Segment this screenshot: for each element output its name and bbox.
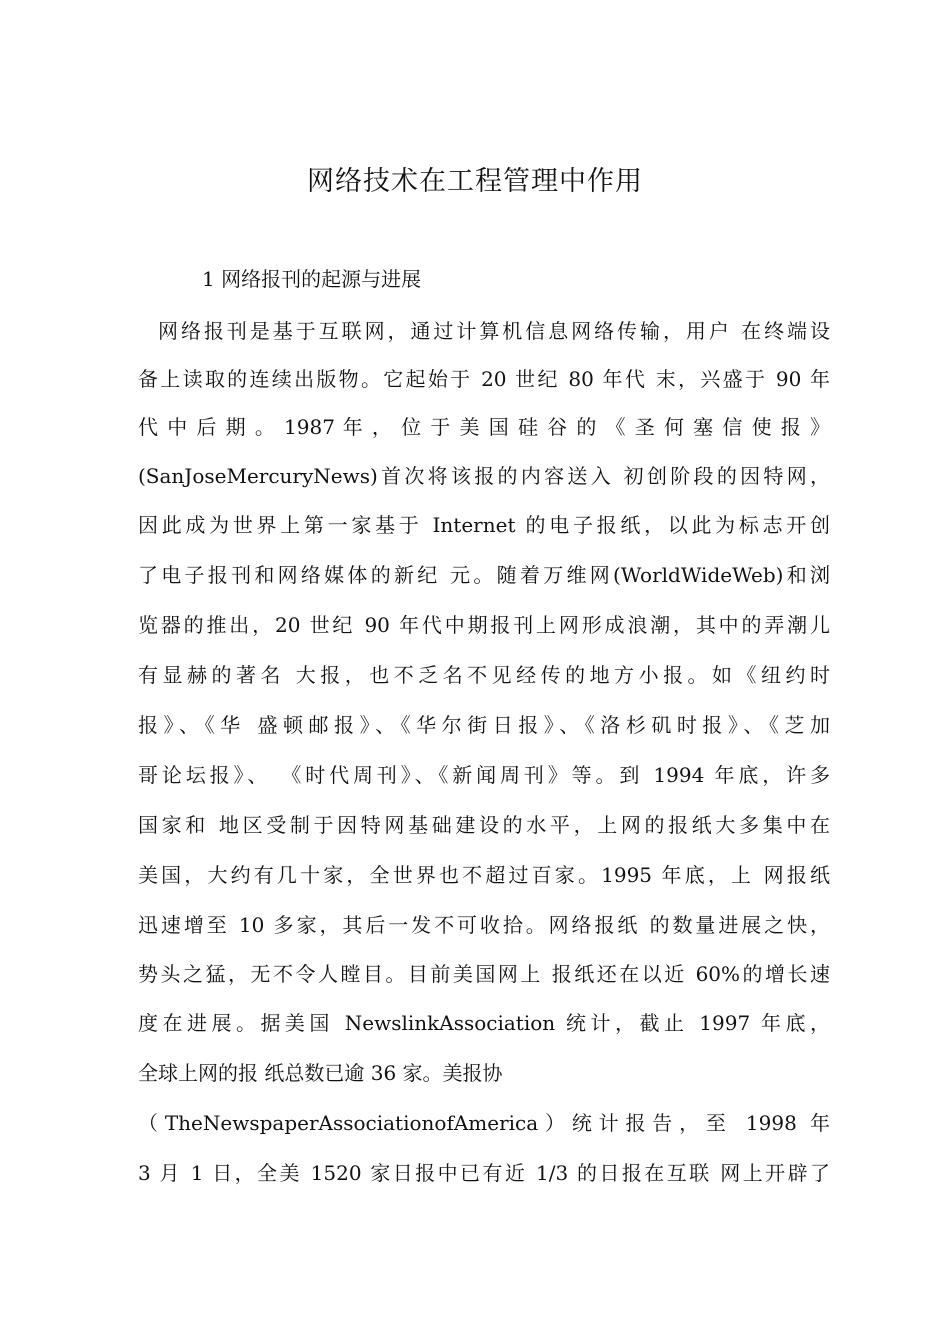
paragraph-line: 有显赫的著名 大报，也不乏名不见经传的地方小报。如《纽约时	[138, 663, 830, 687]
paragraph-line: (SanJoseMercuryNews)首次将该报的内容送入 初创阶段的因特网，	[138, 464, 830, 488]
section-heading: 1 网络报刊的起源与进展	[202, 267, 422, 291]
paragraph-line: 了电子报刊和网络媒体的新纪 元。随着万维网(WorldWideWeb)和浏	[138, 563, 830, 587]
paragraph-line: 览器的推出，20 世纪 90 年代中期报刊上网形成浪潮，其中的弄潮儿	[138, 613, 830, 637]
paragraph-line: 代 中 后 期 。 1987 年 ， 位 于 美 国 硅 谷 的 《 圣 何 塞 信 使 报 》	[138, 415, 830, 439]
paragraph-line: 因此成为世界上第一家基于 Internet 的电子报纸，以此为标志开创	[138, 513, 830, 537]
paragraph-line: 报》、《华 盛顿邮报》、《华尔街日报》、《洛杉矶时报》、《芝加	[138, 713, 830, 737]
paragraph-line: 美国，大约有几十家，全世界也不超过百家。1995 年底，上 网报纸	[138, 863, 830, 887]
paragraph-line: 国家和 地区受制于因特网基础建设的水平，上网的报纸大多集中在	[138, 813, 830, 837]
paragraph-line: 势头之猛，无不令人瞠目。目前美国网上 报纸还在以近 60%的增长速	[138, 962, 830, 986]
paragraph-line: 迅速增至 10 多家，其后一发不可收拾。网络报纸 的数量进展之快，	[138, 913, 830, 937]
paragraph-line: 哥论坛报》、 《时代周刊》、《新闻周刊》等。到 1994 年底，许多	[138, 763, 830, 787]
paragraph-line: 度在进展。据美国 NewslinkAssociation 统计，截止 1997 年底，	[138, 1011, 830, 1035]
paragraph-line: 备上读取的连续出版物。它起始于 20 世纪 80 年代 末，兴盛于 90 年	[138, 367, 830, 391]
paragraph-line: 网络报刊是基于互联网，通过计算机信息网络传输，用户 在终端设	[158, 319, 830, 343]
paragraph-line: （TheNewspaperAssociationofAmerica）统计报告，至 1998 年	[138, 1111, 830, 1135]
paragraph-line: 3 月 1 日，全美 1520 家日报中已有近 1/3 的日报在互联 网上开辟了	[138, 1161, 830, 1185]
paragraph-line: 全球上网的报 纸总数已逾 36 家。美报协	[138, 1061, 503, 1085]
document-title: 网络技术在工程管理中作用	[307, 166, 643, 197]
